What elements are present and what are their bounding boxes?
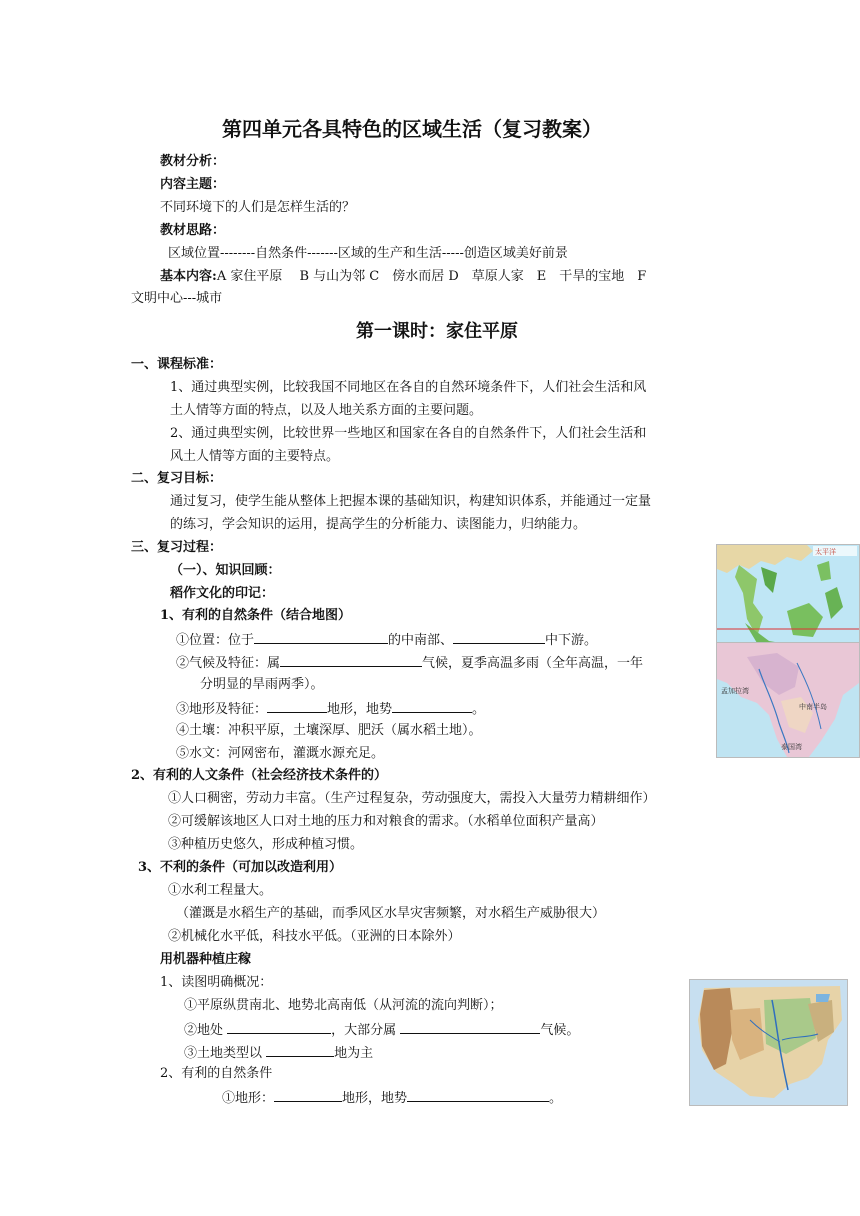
machine-item-3: ③土地类型以 地为主 [184, 1043, 373, 1063]
machine-terrain: ①地形： 地形，地势 。 [222, 1088, 562, 1108]
goal-a: 通过复习，使学生能从整体上把握本课的基础知识，构建知识体系，并能通过一定量 [170, 494, 652, 509]
map-label: 泰国湾 [781, 743, 802, 751]
human-heading: 2、有利的人文条件（社会经济技术条件的） [131, 768, 388, 783]
blank-field[interactable] [392, 699, 472, 713]
standard-2b: 风土人情等方面的主要特点。 [170, 449, 340, 464]
sea-label: 太平洋 [815, 548, 836, 556]
machine-read: 1、读图明确概况： [160, 975, 273, 990]
blank-field[interactable] [400, 1020, 540, 1034]
blank-field[interactable] [266, 1043, 334, 1057]
content-line [160, 268, 646, 286]
review-heading: （一）、知识回顾： [170, 563, 281, 578]
unfavorable-item-1-note: （灌溉是水稻生产的基础，而季风区水旱灾害频繁，对水稻生产威胁很大） [176, 906, 606, 921]
blank-field[interactable] [280, 653, 422, 667]
blank-field[interactable] [453, 630, 545, 644]
machine-item-1: ①平原纵贯南北、地势北高南低（从河流的流向判断）； [184, 998, 503, 1013]
human-item-3: ③种植历史悠久，形成种植习惯。 [168, 837, 364, 852]
unfavorable-heading: 3、不利的条件（可加以改造利用） [138, 860, 343, 875]
southeast-asia-map-drawing [717, 545, 859, 643]
standard-1b: 土人情等方面的特点，以及人地关系方面的主要问题。 [170, 403, 483, 418]
rice-heading: 稻作文化的印记： [170, 586, 275, 601]
natural-item-1: ①位置：位于 的中南部、 中下游。 [176, 630, 597, 650]
human-item-1: ①人口稠密，劳动力丰富。（生产过程复杂，劳动强度大，需投入大量劳力精耕细作） [168, 791, 656, 806]
natural-item-5: ⑤水文：河网密布，灌溉水源充足。 [176, 746, 385, 761]
human-item-2: ②可缓解该地区人口对土地的压力和对粮食的需求。（水稻单位面积产量高） [168, 814, 604, 829]
analysis-label: 教材分析： [160, 154, 226, 169]
map-label: 中南半岛 [799, 703, 827, 711]
blank-field[interactable] [274, 1088, 342, 1102]
unfavorable-item-2: ②机械化水平低，科技水平低。（亚洲的日本除外） [168, 929, 461, 944]
content-text: A 家住平原 B 与山为邻 C 傍水而居 D 草原人家 E 干旱的宝地 F [216, 269, 647, 284]
standard-1a: 1、通过典型实例，比较我国不同地区在各自的自然环境条件下，人们社会生活和风 [170, 380, 647, 395]
blank-field[interactable] [227, 1020, 331, 1034]
natural-item-4: ④土壤：冲积平原，土壤深厚、肥沃（属水稻土地）。 [176, 723, 482, 738]
content-text-cont: 文明中心---城市 [131, 291, 223, 306]
goal-heading: 二、复习目标： [131, 471, 223, 486]
theme-text: 不同环境下的人们是怎样生活的？ [160, 200, 356, 215]
goal-b: 的练习，学会知识的运用，提高学生的分析能力、读图能力，归纳能力。 [170, 517, 587, 532]
content-label: 基本内容: [160, 269, 217, 284]
natural-item-2-cont: 分明显的旱雨两季）。 [200, 677, 324, 692]
standard-heading: 一、课程标准： [131, 357, 223, 372]
north-america-map-drawing [690, 980, 847, 1105]
machine-heading: 用机器种植庄稼 [160, 952, 252, 967]
machine-item-2: ②地处 ，大部分属 气候。 [184, 1020, 579, 1040]
standard-2a: 2、通过典型实例，比较世界一些地区和国家在各自的自然条件下，人们社会生活和 [170, 426, 647, 441]
process-heading: 三、复习过程： [131, 540, 223, 555]
natural-heading: 1、有利的自然条件（结合地图） [160, 608, 352, 623]
blank-field[interactable] [267, 699, 327, 713]
document-title: 第四单元各具特色的区域生活（复习教案） [222, 117, 602, 141]
theme-label: 内容主题： [160, 177, 226, 192]
indochina-map-drawing [717, 643, 859, 757]
lesson-title: 第一课时：家住平原 [356, 321, 518, 342]
natural-item-3: ③地形及特征： 地形，地势 。 [176, 699, 485, 719]
thinking-label: 教材思路： [160, 223, 226, 238]
machine-nat: 2、有利的自然条件 [160, 1066, 273, 1081]
unfavorable-item-1: ①水利工程量大。 [168, 883, 273, 898]
blank-field[interactable] [407, 1088, 549, 1102]
indochina-map [716, 642, 860, 758]
map-label: 孟加拉湾 [721, 687, 749, 695]
north-america-map [689, 979, 848, 1106]
southeast-asia-map [716, 544, 860, 644]
thinking-text: 区域位置--------自然条件-------区域的生产和生活-----创造区域美好前景 [168, 246, 568, 261]
natural-item-2: ②气候及特征：属 气候，夏季高温多雨（全年高温，一年 [176, 653, 643, 673]
blank-field[interactable] [254, 630, 388, 644]
